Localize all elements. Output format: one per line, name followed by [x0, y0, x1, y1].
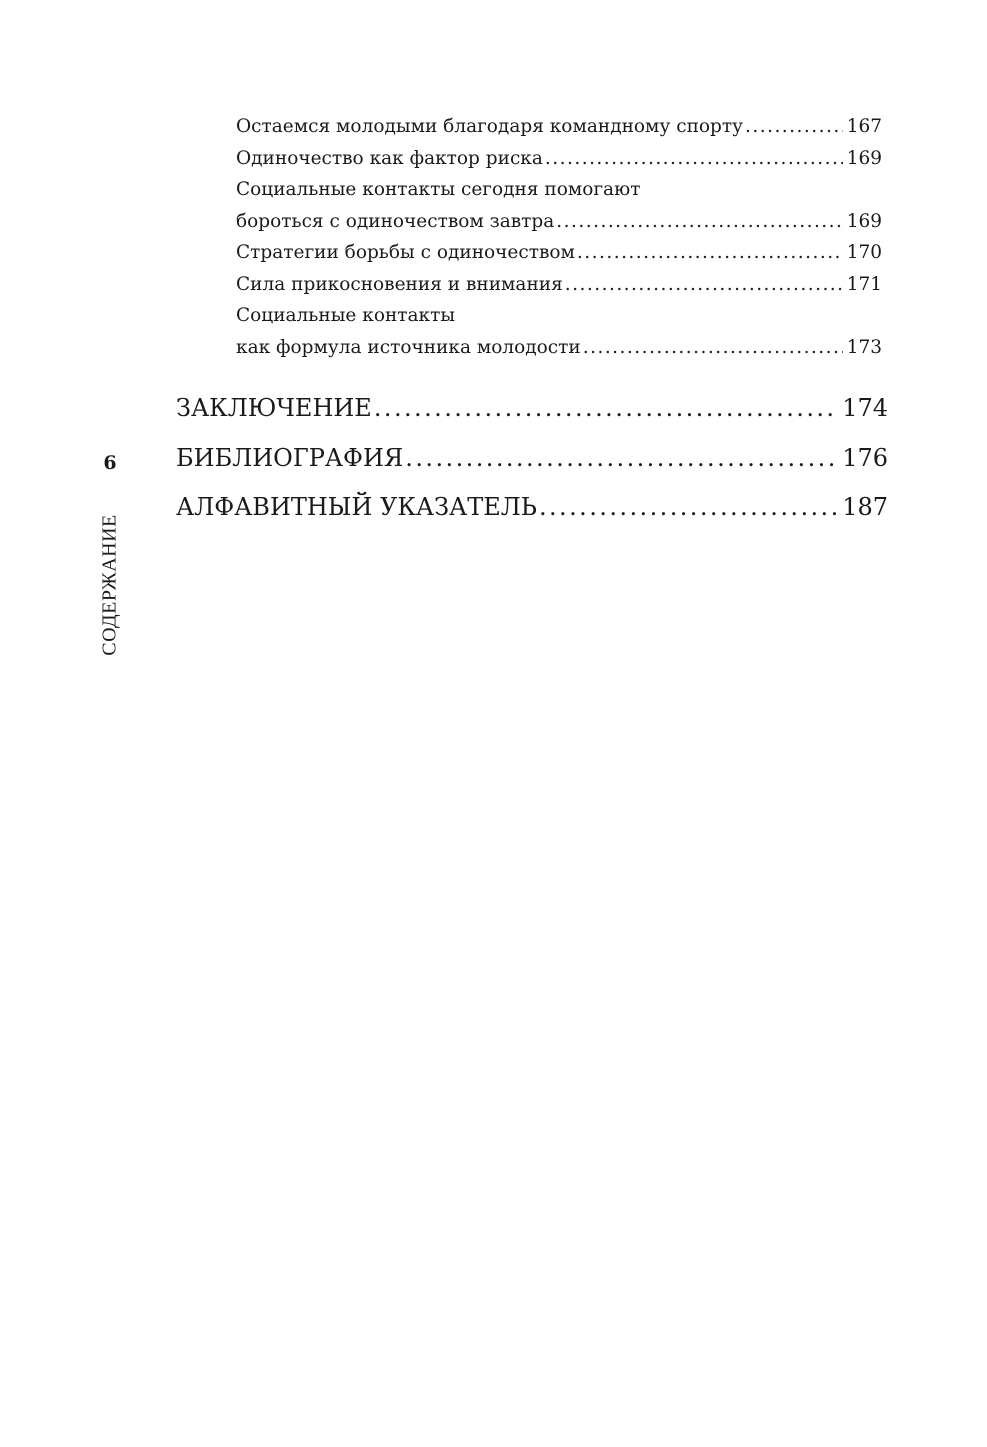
toc-main-page: 174	[842, 394, 888, 422]
dot-leader	[374, 384, 838, 434]
toc-entry-title: как формула источника молодости	[236, 336, 581, 358]
toc-entry-page: 169	[846, 210, 882, 232]
toc-entry-title: Сила прикосновения и внимания	[236, 273, 563, 295]
dot-leader	[405, 434, 838, 484]
dot-leader	[745, 111, 843, 143]
toc-entry-title: бороться с одиночеством завтра	[236, 210, 555, 232]
toc-main-entry[interactable]	[176, 483, 888, 533]
toc-main-title: ЗАКЛЮЧЕНИЕ	[176, 394, 372, 422]
toc-entry[interactable]	[236, 206, 882, 238]
toc-main-page: 187	[842, 493, 888, 521]
toc-main-entry[interactable]	[176, 384, 888, 434]
toc-entry[interactable]	[236, 143, 882, 175]
page-number: 6	[103, 452, 117, 474]
dot-leader	[583, 332, 843, 364]
toc-main-entry[interactable]	[176, 434, 888, 484]
toc-sub-section	[236, 111, 882, 363]
running-head: СОДЕРЖАНИЕ	[98, 514, 121, 656]
dot-leader	[577, 237, 843, 269]
toc-entry[interactable]	[236, 111, 882, 143]
toc-entry[interactable]	[236, 269, 882, 301]
toc-entry[interactable]	[236, 237, 882, 269]
toc-entry-page: 171	[846, 273, 882, 295]
toc-main-title: БИБЛИОГРАФИЯ	[176, 443, 404, 472]
dot-leader	[556, 206, 842, 238]
toc-main-title: АЛФАВИТНЫЙ УКАЗАТЕЛЬ	[176, 493, 537, 521]
toc-main-section	[176, 384, 888, 533]
toc-entry-title-line1[interactable]: Социальные контакты	[236, 305, 456, 326]
toc-entry-title-line1[interactable]: Социальные контакты сегодня помогают	[236, 179, 641, 200]
toc-main-page: 176	[842, 443, 888, 472]
dot-leader	[539, 483, 838, 533]
toc-entry-title: Стратегии борьбы с одиночеством	[236, 242, 575, 263]
toc-entry[interactable]	[236, 332, 882, 364]
toc-entry-page: 167	[846, 116, 882, 137]
toc-entry-page: 169	[846, 147, 882, 169]
toc-entry-page: 173	[846, 336, 882, 358]
dot-leader	[545, 143, 843, 175]
dot-leader	[565, 269, 843, 301]
toc-entry-page: 170	[846, 242, 882, 263]
toc-entry-title: Остаемся молодыми благодаря командному спорту	[236, 116, 743, 137]
toc-entry-title: Одиночество как фактор риска	[236, 147, 543, 169]
